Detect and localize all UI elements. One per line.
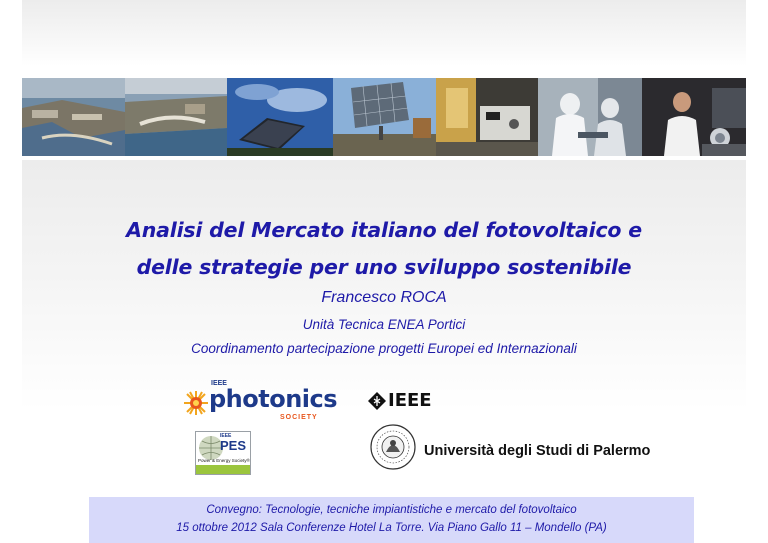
slide-title-line-2: delle strategie per uno sviluppo sostenibile (136, 255, 632, 279)
ieee-photonics-society-logo (183, 380, 338, 421)
ieee-pes-logo (195, 431, 251, 475)
lab-equipment-photo (436, 78, 538, 156)
photonics-wordmark: photonics (209, 385, 338, 413)
photonics-society-label: SOCIETY (280, 414, 318, 421)
cleanroom-technicians-photo (538, 78, 642, 156)
laboratory-scientist-photo (642, 78, 746, 156)
university-seal (370, 424, 416, 470)
harbor-aerial-photo (22, 78, 125, 156)
ieee-wordmark: IEEE (388, 390, 432, 411)
ieee-logo (368, 390, 440, 412)
event-footer (89, 497, 694, 543)
author-name: Francesco ROCA (321, 289, 447, 306)
header-photo-strip (22, 78, 746, 156)
pes-wordmark: PES (220, 438, 247, 453)
solar-tracker-array-photo (333, 78, 436, 156)
affiliation-unit: Unità Tecnica ENEA Portici (302, 317, 466, 332)
photonics-ieee-label: IEEE (211, 380, 227, 387)
title-gradient-band (22, 160, 746, 410)
event-date-venue: 15 ottobre 2012 Sala Conferenze Hotel La Torre. Via Piano Gallo 11 – Mondello (PA) (176, 522, 607, 534)
slide-title-line-1: Analisi del Mercato italiano del fotovoltaico e (126, 218, 642, 242)
university-name: Università degli Studi di Palermo (424, 443, 651, 459)
top-gradient-band (22, 0, 746, 66)
pes-subtitle: Power & Energy Society® (198, 458, 250, 463)
pes-ieee-label: IEEE (220, 433, 232, 439)
photonics-starburst-icon (183, 390, 209, 416)
coastal-facility-photo (125, 78, 227, 156)
event-title: Convegno: Tecnologie, tecniche impiantistiche e mercato del fotovoltaico (206, 504, 577, 516)
affiliation-role: Coordinamento partecipazione progetti Europei ed Internazionali (191, 341, 577, 356)
ieee-diamond-icon (368, 392, 386, 410)
solar-panel-sky-photo (227, 78, 333, 156)
